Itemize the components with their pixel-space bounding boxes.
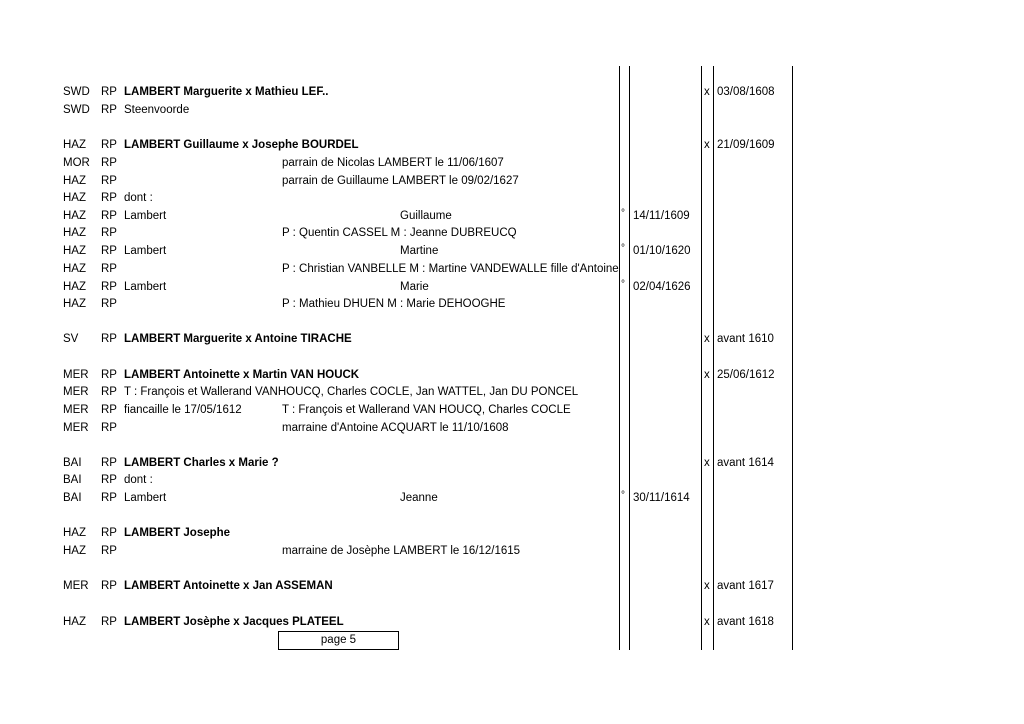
cell-mmark: x	[704, 369, 710, 381]
record-row	[0, 102, 1024, 119]
cell-loc: HAZ	[63, 263, 86, 275]
cell-bmark: °	[621, 208, 625, 219]
cell-mid: parrain de Nicolas LAMBERT le 11/06/1607	[282, 157, 504, 169]
record-row	[0, 367, 1024, 384]
cell-first: Marie	[400, 281, 429, 293]
cell-loc: MER	[63, 369, 89, 381]
cell-main: Lambert	[124, 492, 167, 504]
cell-loc: MOR	[63, 157, 90, 169]
cell-rp: RP	[101, 333, 117, 345]
cell-loc: HAZ	[63, 616, 86, 628]
cell-bmark: °	[621, 279, 625, 290]
cell-loc: MER	[63, 404, 89, 416]
record-row	[0, 578, 1024, 595]
cell-main: fiancaille le 17/05/1612	[124, 404, 242, 416]
cell-rp: RP	[101, 404, 117, 416]
cell-rp: RP	[101, 422, 117, 434]
cell-mmark: x	[704, 333, 710, 345]
cell-loc: SWD	[63, 104, 90, 116]
cell-rp: RP	[101, 281, 117, 293]
cell-loc: BAI	[63, 492, 82, 504]
cell-loc: HAZ	[63, 527, 86, 539]
cell-rp: RP	[101, 263, 117, 275]
cell-loc: SWD	[63, 86, 90, 98]
cell-first: Guillaume	[400, 210, 452, 222]
cell-mdate: avant 1610	[717, 333, 774, 345]
cell-mdate: avant 1618	[717, 616, 774, 628]
record-row	[0, 525, 1024, 542]
cell-main: Lambert	[124, 210, 167, 222]
cell-rp: RP	[101, 157, 117, 169]
cell-main: LAMBERT Marguerite x Mathieu LEF..	[124, 86, 329, 98]
cell-rp: RP	[101, 616, 117, 628]
cell-mid: parrain de Guillaume LAMBERT le 09/02/1627	[282, 175, 519, 187]
cell-loc: HAZ	[63, 545, 86, 557]
record-row	[0, 543, 1024, 560]
cell-rp: RP	[101, 298, 117, 310]
cell-main: LAMBERT Josephe	[124, 527, 231, 539]
cell-bdate: 14/11/1609	[633, 210, 690, 222]
cell-main: Lambert	[124, 281, 167, 293]
cell-mid: marraine d'Antoine ACQUART le 11/10/1608	[282, 422, 509, 434]
cell-loc: HAZ	[63, 175, 86, 187]
cell-loc: BAI	[63, 474, 82, 486]
cell-rp: RP	[101, 369, 117, 381]
cell-loc: MER	[63, 386, 89, 398]
record-row	[0, 331, 1024, 348]
cell-bdate: 30/11/1614	[633, 492, 690, 504]
cell-loc: HAZ	[63, 192, 86, 204]
cell-bdate: 01/10/1620	[633, 245, 691, 257]
cell-mid: P : Christian VANBELLE M : Martine VANDEWALLE fille d'Antoine	[282, 263, 619, 275]
cell-mdate: 21/09/1609	[717, 139, 775, 151]
cell-loc: HAZ	[63, 281, 86, 293]
record-row	[0, 208, 1024, 225]
cell-bdate: 02/04/1626	[633, 281, 691, 293]
record-row	[0, 155, 1024, 172]
cell-mid: marraine de Josèphe LAMBERT le 16/12/1615	[282, 545, 521, 557]
cell-rp: RP	[101, 175, 117, 187]
record-row	[0, 402, 1024, 419]
cell-main: Lambert	[124, 245, 167, 257]
cell-loc: MER	[63, 422, 89, 434]
cell-rp: RP	[101, 457, 117, 469]
record-row	[0, 173, 1024, 190]
cell-mmark: x	[704, 86, 710, 98]
cell-rp: RP	[101, 86, 117, 98]
record-row	[0, 261, 1024, 278]
cell-loc: BAI	[63, 457, 82, 469]
cell-mid: T : François et Wallerand VAN HOUCQ, Charles COCLE	[282, 404, 571, 416]
cell-mdate: 03/08/1608	[717, 86, 775, 98]
cell-main: T : François et Wallerand VANHOUCQ, Charles COCLE, Jan WATTEL, Jan DU PONCEL	[124, 386, 579, 398]
record-row	[0, 279, 1024, 296]
cell-loc: HAZ	[63, 298, 86, 310]
cell-mmark: x	[704, 616, 710, 628]
cell-rp: RP	[101, 527, 117, 539]
cell-rp: RP	[101, 245, 117, 257]
cell-first: Martine	[400, 245, 439, 257]
cell-loc: HAZ	[63, 245, 86, 257]
record-row	[0, 472, 1024, 489]
record-row	[0, 190, 1024, 207]
record-row	[0, 614, 1024, 631]
cell-mdate: avant 1614	[717, 457, 774, 469]
cell-rp: RP	[101, 545, 117, 557]
cell-rp: RP	[101, 139, 117, 151]
cell-rp: RP	[101, 492, 117, 504]
cell-main: LAMBERT Marguerite x Antoine TIRACHE	[124, 333, 352, 345]
cell-loc: HAZ	[63, 210, 86, 222]
cell-main: LAMBERT Guillaume x Josephe BOURDEL	[124, 139, 359, 151]
cell-loc: HAZ	[63, 139, 86, 151]
cell-mid: P : Quentin CASSEL M : Jeanne DUBREUCQ	[282, 227, 517, 239]
cell-main: dont :	[124, 192, 153, 204]
cell-rp: RP	[101, 210, 117, 222]
cell-rp: RP	[101, 580, 117, 592]
cell-rp: RP	[101, 227, 117, 239]
page-number-box: page 5	[278, 631, 399, 650]
cell-mmark: x	[704, 457, 710, 469]
record-row	[0, 455, 1024, 472]
record-row	[0, 137, 1024, 154]
cell-main: LAMBERT Antoinette x Martin VAN HOUCK	[124, 369, 360, 381]
cell-first: Jeanne	[400, 492, 438, 504]
cell-main: LAMBERT Antoinette x Jan ASSEMAN	[124, 580, 333, 592]
cell-rp: RP	[101, 386, 117, 398]
cell-main: LAMBERT Charles x Marie ?	[124, 457, 279, 469]
cell-mdate: 25/06/1612	[717, 369, 775, 381]
record-row	[0, 225, 1024, 242]
cell-loc: MER	[63, 580, 89, 592]
cell-loc: HAZ	[63, 227, 86, 239]
record-row	[0, 243, 1024, 260]
cell-main: dont :	[124, 474, 153, 486]
cell-main: Steenvoorde	[124, 104, 190, 116]
cell-bmark: °	[621, 243, 625, 254]
cell-main: LAMBERT Josèphe x Jacques PLATEEL	[124, 616, 344, 628]
record-row	[0, 490, 1024, 507]
cell-rp: RP	[101, 104, 117, 116]
cell-rp: RP	[101, 474, 117, 486]
cell-mmark: x	[704, 580, 710, 592]
record-row	[0, 296, 1024, 313]
cell-mdate: avant 1617	[717, 580, 774, 592]
cell-loc: SV	[63, 333, 79, 345]
cell-mid: P : Mathieu DHUEN M : Marie DEHOOGHE	[282, 298, 506, 310]
record-row	[0, 420, 1024, 437]
cell-mmark: x	[704, 139, 710, 151]
cell-bmark: °	[621, 490, 625, 501]
cell-rp: RP	[101, 192, 117, 204]
record-row	[0, 384, 1024, 401]
record-row	[0, 84, 1024, 101]
